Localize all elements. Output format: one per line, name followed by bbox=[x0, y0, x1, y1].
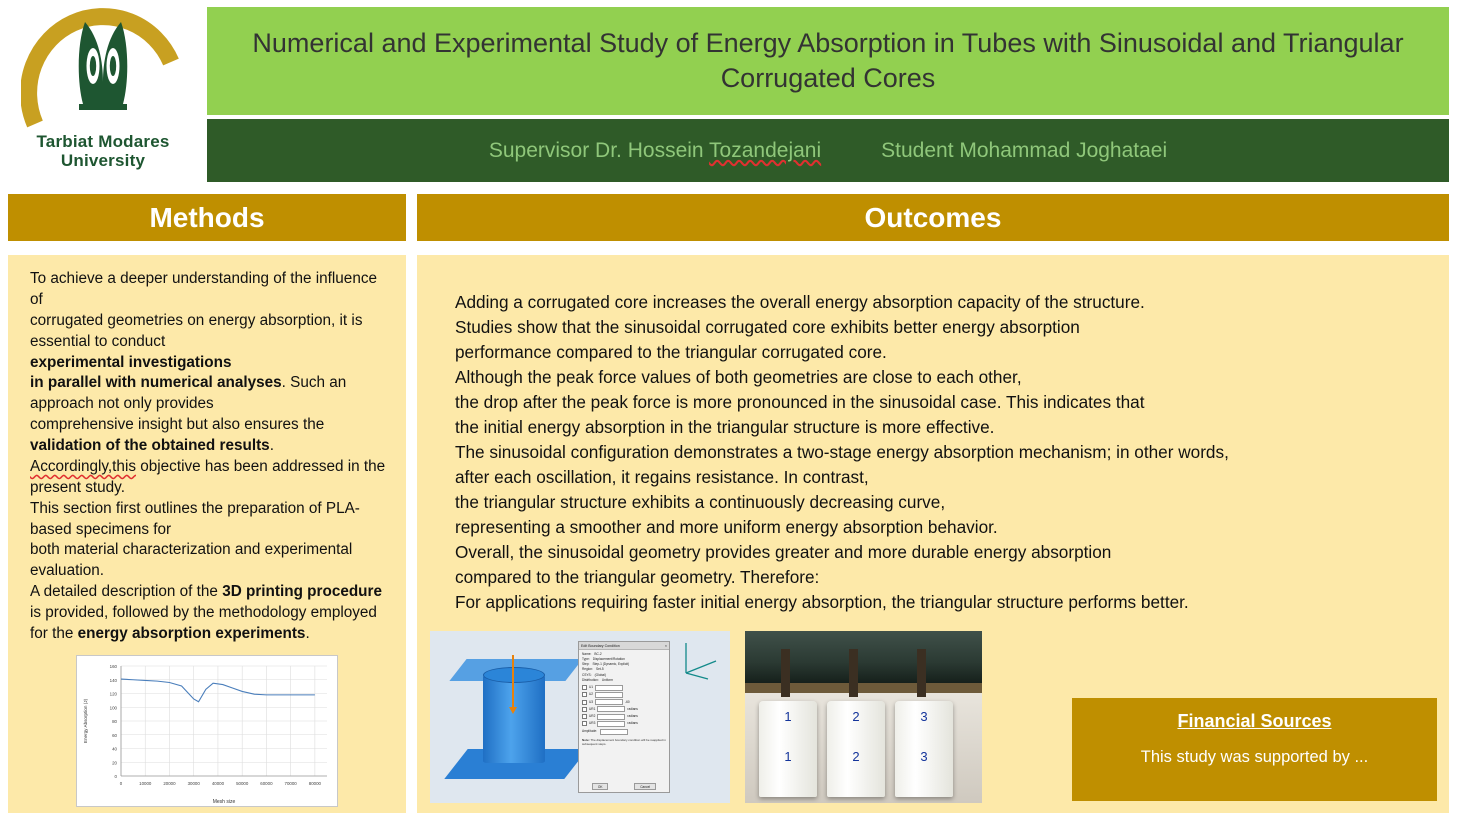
dof-value-field[interactable] bbox=[597, 706, 625, 712]
specimen-label-mid: 1 bbox=[784, 749, 792, 764]
cae-tube bbox=[483, 675, 545, 763]
x-tick-label: 80000 bbox=[308, 781, 321, 786]
outcomes-line: Overall, the sinusoidal geometry provides greater and more durable energy absorption bbox=[455, 542, 1112, 563]
field-value-distribution[interactable]: Uniform bbox=[601, 677, 614, 682]
dof-checkbox[interactable] bbox=[582, 685, 587, 690]
x-tick-label: 70000 bbox=[284, 781, 297, 786]
financial-sources-box bbox=[1072, 698, 1437, 801]
dof-checkbox[interactable] bbox=[582, 700, 587, 705]
amplitude-label: Amplitude: bbox=[582, 728, 598, 733]
dialog-note bbox=[582, 738, 666, 747]
dialog-field-row bbox=[582, 678, 666, 683]
dof-unit: radians bbox=[627, 706, 638, 711]
specimen-label-top: 1 bbox=[784, 709, 792, 724]
dof-row[interactable] bbox=[582, 721, 666, 727]
outcomes-line: Adding a corrugated core increases the overall energy absorption capacity of the structure. bbox=[455, 292, 1145, 312]
outcomes-line: the initial energy absorption in the triangular structure is more effective. bbox=[455, 417, 995, 438]
specimen-label-top: 3 bbox=[920, 709, 928, 724]
financial-sources-title: Financial Sources bbox=[1177, 711, 1332, 731]
outcomes-line: compared to the triangular geometry. Therefore: bbox=[455, 567, 820, 588]
field-label-name: Name: bbox=[582, 652, 592, 656]
methods-section-title: Methods bbox=[149, 201, 265, 233]
y-tick-label: 100 bbox=[109, 705, 117, 711]
chart-svg bbox=[77, 656, 337, 806]
x-tick-label: 50000 bbox=[236, 781, 249, 786]
methods-p5: comprehensive insight but also ensures the bbox=[30, 416, 325, 434]
university-logo bbox=[8, 4, 198, 182]
dof-row[interactable] bbox=[582, 699, 666, 705]
field-value-region: Set-5 bbox=[596, 667, 604, 672]
amplitude-field[interactable] bbox=[600, 729, 628, 735]
methods-b4: 3D printing procedure bbox=[222, 583, 382, 601]
field-value-csys: (Global) bbox=[594, 672, 606, 677]
methods-p13: for the bbox=[30, 624, 78, 642]
dof-unit: radians bbox=[627, 713, 638, 718]
y-tick-label: 0 bbox=[114, 774, 117, 780]
outcomes-line: the triangular structure exhibits a continuously decreasing curve, bbox=[455, 492, 946, 513]
fixture-rod bbox=[781, 649, 790, 697]
cae-model-figure bbox=[430, 631, 730, 803]
authors-banner bbox=[207, 119, 1449, 182]
university-name-line2: University bbox=[60, 151, 146, 171]
methods-b2: in parallel with numerical analyses bbox=[30, 374, 282, 392]
outcomes-panel bbox=[417, 255, 1449, 813]
outcomes-line: Studies show that the sinusoidal corrugated core exhibits better energy absorption bbox=[455, 317, 1080, 338]
outcomes-line: For applications requiring faster initial energy absorption, the triangular structure performs better. bbox=[455, 592, 1189, 613]
specimen-2 bbox=[827, 701, 885, 797]
dof-value-field[interactable] bbox=[595, 685, 623, 691]
dof-row[interactable] bbox=[582, 685, 666, 691]
methods-panel bbox=[8, 255, 406, 813]
dof-name: U1 bbox=[589, 685, 594, 690]
methods-p9: This section first outlines the preparation of PLA-based specimens for bbox=[30, 499, 360, 538]
field-label-csys: CSYS: bbox=[582, 672, 592, 677]
field-value-type: Displacement/Rotation bbox=[592, 657, 625, 662]
methods-p7: Accordingly,this bbox=[30, 457, 136, 475]
dof-checkbox[interactable] bbox=[582, 721, 587, 726]
dof-unit: radians bbox=[627, 721, 638, 726]
methods-p10: both material characterization and experimental evaluation. bbox=[30, 541, 353, 580]
methods-b1: experimental investigations bbox=[30, 353, 232, 371]
field-label-distribution: Distribution: bbox=[582, 677, 599, 682]
y-tick-label: 160 bbox=[109, 664, 117, 670]
axis-triad-svg bbox=[678, 637, 724, 681]
y-tick-label: 140 bbox=[109, 677, 117, 683]
mesh-convergence-chart bbox=[76, 655, 338, 807]
y-tick-label: 20 bbox=[112, 760, 117, 766]
methods-b3: validation of the obtained results bbox=[30, 437, 270, 454]
field-label-region: Region: bbox=[582, 667, 593, 672]
dof-unit: -60 bbox=[625, 699, 630, 704]
dialog-body bbox=[579, 650, 669, 749]
cae-tube-top-face bbox=[483, 667, 545, 683]
financial-sources-body: This study was supported by ... bbox=[1140, 748, 1369, 766]
dof-value-field[interactable] bbox=[595, 692, 623, 698]
y-tick-label: 80 bbox=[112, 719, 117, 725]
methods-p14: . bbox=[305, 624, 310, 642]
y-axis-label: Energy Absorption (J) bbox=[83, 698, 88, 744]
university-name bbox=[36, 132, 169, 170]
close-icon[interactable]: × bbox=[664, 643, 667, 648]
specimen-3 bbox=[895, 701, 953, 797]
outcomes-line: Although the peak force values of both geometries are close to each other, bbox=[455, 367, 1022, 388]
dof-value-field[interactable] bbox=[597, 721, 625, 727]
x-tick-label: 20000 bbox=[163, 781, 176, 786]
poster-title-banner bbox=[207, 7, 1449, 115]
y-tick-label: 120 bbox=[109, 691, 117, 697]
y-tick-label: 40 bbox=[112, 746, 117, 752]
outcomes-line: representing a smoother and more uniform energy absorption behavior. bbox=[455, 517, 998, 538]
x-tick-label: 30000 bbox=[187, 781, 200, 786]
dialog-buttons bbox=[579, 783, 669, 790]
load-arrow-icon bbox=[512, 655, 514, 709]
field-value-step: Step-1 (Dynamic, Explicit) bbox=[592, 662, 630, 667]
specimen-1 bbox=[759, 701, 817, 797]
dof-row[interactable] bbox=[582, 706, 666, 712]
dialog-title: Edit Boundary Condition bbox=[581, 643, 620, 648]
boundary-condition-dialog[interactable] bbox=[578, 641, 670, 793]
x-tick-label: 10000 bbox=[139, 781, 152, 786]
dof-name: UR1 bbox=[589, 706, 596, 711]
student-label: Student Mohammad Joghataei bbox=[881, 138, 1168, 162]
outcomes-line: The sinusoidal configuration demonstrates a two-stage energy absorption mechanism; in other words, bbox=[455, 442, 1229, 463]
specimen-label-top: 2 bbox=[852, 709, 860, 724]
specimen-label-mid: 2 bbox=[852, 749, 860, 764]
methods-p2: corrugated geometries on energy absorption, it is essential to conduct bbox=[30, 311, 363, 350]
field-label-type: Type: bbox=[582, 657, 590, 662]
cancel-button[interactable]: Cancel bbox=[634, 783, 656, 790]
university-logo-icon bbox=[21, 4, 186, 132]
dialog-titlebar bbox=[579, 642, 669, 650]
axis-triad-icon bbox=[678, 637, 724, 681]
outcomes-section-title: Outcomes bbox=[864, 201, 1002, 233]
fixture-rod bbox=[917, 649, 926, 697]
outcomes-line: the drop after the peak force is more pronounced in the sinusoidal case. This indicates that bbox=[455, 392, 1145, 413]
methods-p8: objective has been addressed in the present study. bbox=[30, 457, 386, 496]
ok-button[interactable]: OK bbox=[592, 783, 609, 790]
outcomes-section-header bbox=[417, 194, 1449, 241]
dof-checkbox[interactable] bbox=[582, 707, 587, 712]
methods-p6: . bbox=[269, 437, 274, 454]
note-text: The displacement boundary condition will be reapplied in subsequent steps. bbox=[582, 737, 666, 747]
dof-checkbox[interactable] bbox=[582, 692, 587, 697]
university-name-line1: Tarbiat Modares bbox=[36, 132, 170, 151]
dof-checkbox[interactable] bbox=[582, 714, 587, 719]
field-label-step: Step: bbox=[582, 662, 590, 667]
outcomes-line: performance compared to the triangular corrugated core. bbox=[455, 342, 887, 363]
specimen-label-mid: 3 bbox=[920, 749, 928, 764]
methods-b5: energy absorption experiments bbox=[77, 624, 306, 642]
dof-row[interactable] bbox=[582, 714, 666, 720]
x-tick-label: 60000 bbox=[260, 781, 273, 786]
amplitude-row[interactable] bbox=[582, 729, 666, 735]
methods-p12: is provided, followed by the methodology employed bbox=[30, 604, 377, 621]
methods-p1: To achieve a deeper understanding of the influence of bbox=[30, 270, 377, 308]
supervisor-name: Tozandejani bbox=[709, 138, 822, 162]
methods-p11: A detailed description of the bbox=[30, 583, 223, 601]
x-tick-label: 0 bbox=[119, 781, 123, 786]
outcomes-body-text bbox=[455, 290, 1430, 615]
logo-svg bbox=[21, 4, 186, 132]
page-title: Numerical and Experimental Study of Energy Absorption in Tubes with Sinusoidal and Triangular Corrugated Cores bbox=[252, 28, 1404, 93]
methods-body-text bbox=[30, 269, 392, 645]
dof-row[interactable] bbox=[582, 692, 666, 698]
field-value-name: BC-2 bbox=[594, 652, 602, 656]
outcomes-line: after each oscillation, it regains resistance. In contrast, bbox=[455, 467, 869, 488]
y-tick-label: 60 bbox=[112, 732, 117, 738]
fixture-rod bbox=[849, 649, 858, 697]
supervisor-label bbox=[489, 139, 821, 163]
dof-value-field[interactable] bbox=[595, 699, 623, 705]
note-label: Note: bbox=[582, 737, 590, 742]
dof-name: U3 bbox=[589, 699, 594, 704]
x-axis-label: Mesh size bbox=[212, 799, 236, 805]
supervisor-text: Supervisor Dr. Hossein bbox=[488, 138, 710, 162]
dof-value-field[interactable] bbox=[597, 714, 625, 720]
specimen-photo-figure bbox=[745, 631, 982, 803]
dof-name: UR3 bbox=[589, 721, 596, 726]
methods-p4: . Such an approach not only provides bbox=[30, 374, 347, 413]
dof-grid[interactable] bbox=[582, 685, 666, 727]
dof-name: U2 bbox=[589, 692, 594, 697]
x-tick-label: 40000 bbox=[211, 781, 225, 786]
dof-name: UR2 bbox=[589, 713, 596, 718]
methods-section-header bbox=[8, 194, 406, 241]
